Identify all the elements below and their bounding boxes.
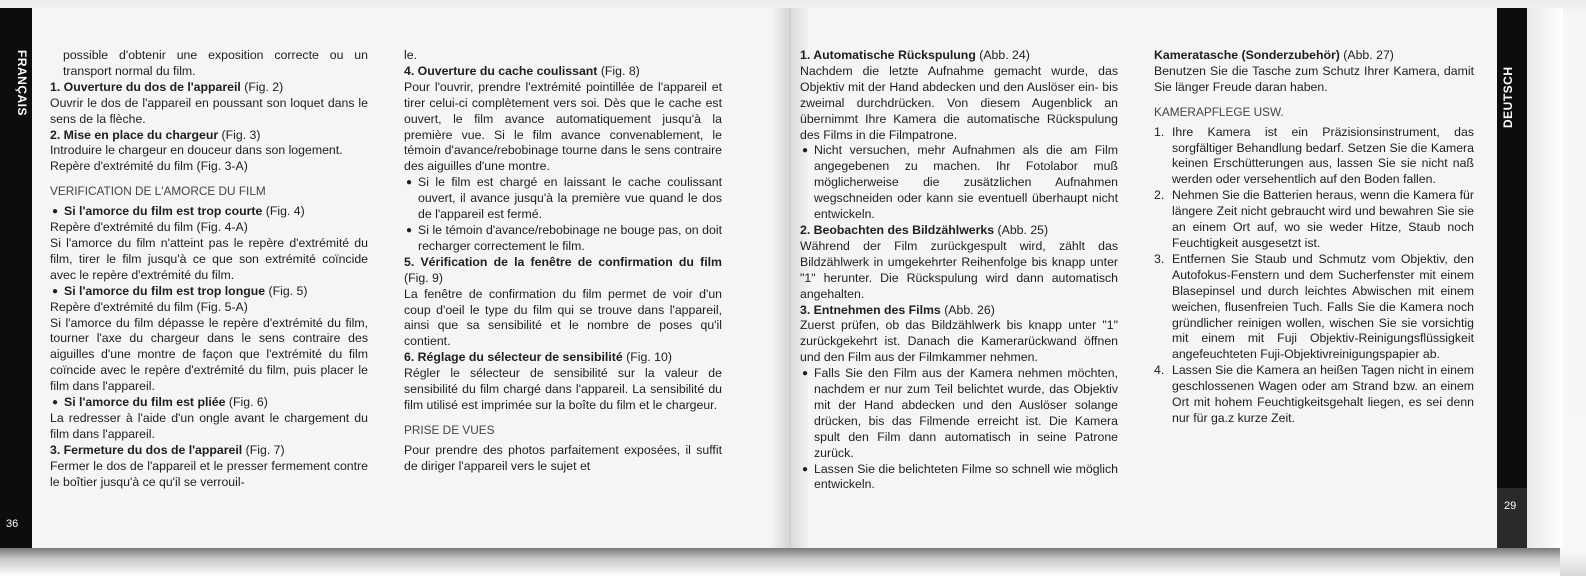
step-title: 4. Ouverture du cache coulissant xyxy=(404,63,598,78)
list-number: 2. xyxy=(1154,188,1165,203)
paragraph: Fermer le dos de l'appareil et le presser fermement contre le boîtier jusqu'à ce qu'il se verrouil- xyxy=(50,458,368,489)
step-title: 1. Automatische Rückspulung xyxy=(800,48,976,62)
list-item xyxy=(1154,252,1474,363)
bullet-heading xyxy=(50,284,368,300)
column-french-2 xyxy=(404,48,722,475)
step-title: 2. Beobachten des Bildzählwerks xyxy=(800,222,995,237)
list-number: 4. xyxy=(1154,363,1165,378)
paragraph: Benutzen Sie die Tasche zum Schutz Ihrer Kamera, damit Sie länger Freude daran haben. xyxy=(1154,63,1474,94)
step-heading xyxy=(800,48,1118,64)
list-item xyxy=(1154,363,1474,427)
step-title: 2. Mise en place du chargeur xyxy=(50,127,219,142)
column-german-2 xyxy=(1154,48,1474,427)
step-heading xyxy=(404,350,722,366)
paragraph: Repère d'extrémité du film (Fig. 4-A) xyxy=(50,220,248,235)
bullet-item: ● Nicht versuchen, mehr Aufnahmen als die am Film angegebenen zu machen. Ihr Fotolabor muß möglicherweise die zusätzlichen Aufnahmen wegschneiden oder kann sie eventuell überhaupt nicht entwickeln. xyxy=(800,143,1118,223)
step-title: 6. Réglage du sélecteur de sensibilité xyxy=(404,350,623,365)
step-heading xyxy=(50,80,368,96)
step-heading xyxy=(404,255,722,287)
figure-ref: (Fig. 2) xyxy=(244,79,284,94)
figure-ref: (Fig. 7) xyxy=(245,442,285,457)
section-heading: PRISE DE VUES xyxy=(404,422,495,437)
list-text: Lassen Sie die Kamera an heißen Tagen nicht in einem geschlossenen Wagen oder am Strand bzw. an einem Ort mit hohem Feuchtigkeitsgehalt liegen, es sei denn nur für ga.z kurze Zeit. xyxy=(1172,363,1474,425)
bullet-item: ● Lassen Sie die belichteten Filme so schnell wie möglich entwickeln. xyxy=(800,462,1118,494)
figure-ref: (Fig. 8) xyxy=(600,63,640,78)
step-heading xyxy=(50,128,368,144)
figure-ref: (Fig. 5) xyxy=(268,283,308,298)
paragraph: Nachdem die letzte Aufnahme gemacht wurde, das Objektiv mit der Hand abdecken und den Auslöser ein- bis zweimal durchdrücken. Von diesem Augenblick an übernimmt Ihre Kamera die automatische Rückspulung des Films in die Filmpatrone. xyxy=(800,63,1118,142)
step-title: 3. Fermeture du dos de l'appareil xyxy=(50,442,243,457)
list-text: Nehmen Sie die Batterien heraus, wenn die Kamera für längere Zeit nicht gebraucht wird und bewahren Sie sie an einem Ort auf, wo sie weder Hitze, Staub noch Feuchtigkeit ausgesetzt ist. xyxy=(1172,188,1474,250)
figure-ref: (Abb. 24) xyxy=(979,48,1030,62)
paragraph: Repère d'extrémité du film (Fig. 3-A) xyxy=(50,159,248,174)
list-number: 3. xyxy=(1154,251,1165,266)
paragraph: Repère d'extrémité du film (Fig. 5-A) xyxy=(50,299,248,314)
paragraph: le. xyxy=(404,48,417,62)
figure-ref: (Abb. 26) xyxy=(944,302,995,317)
paragraph: possible d'obtenir une exposition correcte ou un transport normal du film. xyxy=(63,48,368,78)
paragraph: Si l'amorce du film dépasse le repère d'extrémité du film, tourner l'axe du chargeur dans le sens contraire des aiguilles d'une montre de façon que l'extrémité du film coïncide avec le repère d'extrémité du film, puis placer le film dans l'appareil. xyxy=(50,315,368,394)
figure-ref: (Abb. 25) xyxy=(997,222,1049,237)
bullet-title: Si l'amorce du film est pliée xyxy=(64,395,226,410)
figure-ref: (Fig. 10) xyxy=(626,350,672,365)
figure-ref: (Fig. 9) xyxy=(404,270,443,285)
tab-right-lower-band xyxy=(1497,488,1527,548)
section-heading: VERIFICATION DE L'AMORCE DU FILM xyxy=(50,184,266,199)
step-heading xyxy=(800,303,1118,319)
step-title: 5. Vérification de la fenêtre de confirmation du film xyxy=(404,254,722,269)
paragraph: La redresser à l'aide d'un ongle avant le chargement du film dans l'appareil. xyxy=(50,410,368,441)
paragraph: Zuerst prüfen, ob das Bildzählwerk bis knapp unter "1" zurückgekehrt ist. Danach die Kamerarückwand öffnen und den Film aus der Filmkammer nehmen. xyxy=(800,318,1118,365)
bullet-item: ● Falls Sie den Film aus der Kamera nehmen möchten, nachdem er nur zum Teil belichtet wurde, das Objektiv mit der Hand abdecken und den Auslöser solange drücken, bis das Filmende erreicht ist. Die Kamera spult den Film dann automatisch in seine Patrone zurück. xyxy=(800,366,1118,461)
bullet-heading xyxy=(50,204,368,220)
figure-ref: (Fig. 3) xyxy=(221,127,261,142)
page-bottom-shadow xyxy=(0,548,1560,576)
paragraph: Während der Film zurückgespult wird, zählt das Bildzählwerk in umgekehrter Reihenfolge bis knapp unter "1" herunter. Die Rückspulung wird dann automatisch angehalten. xyxy=(800,238,1118,301)
paragraph: Pour l'ouvrir, prendre l'extrémité pointillée de l'appareil et tirer celui-ci complètement vers soi. Dès que le cache est ouvert, le film avance automatiquement jusqu'à la première vue. Si le film avance convenablement, le témoin d'avance/rebobinage tourne dans le sens contraire des aiguilles d'une montre. xyxy=(404,79,722,174)
list-item xyxy=(1154,188,1474,252)
language-label-deutsch: DEUTSCH xyxy=(1501,66,1515,128)
step-title: 3. Entnehmen des Films xyxy=(800,302,941,317)
step-heading xyxy=(404,64,722,80)
section-heading: KAMERAPFLEGE USW. xyxy=(1154,104,1284,119)
figure-ref: (Fig. 6) xyxy=(228,395,268,410)
step-heading xyxy=(50,443,368,459)
bullet-item: ● Si le film est chargé en laissant le cache coulissant ouvert, il avance jusqu'à la première vue quand le dos de l'appareil est fermé. xyxy=(404,175,722,223)
figure-ref: (Abb. 27) xyxy=(1343,48,1394,62)
bullet-title: Si l'amorce du film est trop longue xyxy=(64,283,266,298)
step-heading xyxy=(800,223,1118,239)
bullet-heading xyxy=(50,395,368,411)
list-item xyxy=(1154,125,1474,189)
paragraph: Introduire le chargeur en douceur dans son logement. xyxy=(50,143,343,158)
page-number-left: 36 xyxy=(6,518,19,530)
paragraph: La fenêtre de confirmation du film permet de voir d'un coup d'oeil le type du film qui se trouve dans l'appareil, ainsi que sa sensibilité et le nombre de poses qu'il contient. xyxy=(404,286,722,349)
paragraph: Pour prendre des photos parfaitement exposées, il suffit de diriger l'appareil vers le sujet et xyxy=(404,442,722,473)
step-title: 1. Ouverture du dos de l'appareil xyxy=(50,79,241,94)
column-german-1 xyxy=(800,48,1118,493)
list-text: Ihre Kamera ist ein Präzisionsinstrument, das sorgfältiger Behandlung bedarf. Setzen Sie die Kamera keinen Erschütterungen aus, lassen Sie sie nicht naß werden oder versehentlich auf den Boden fallen. xyxy=(1172,124,1474,187)
list-text: Entfernen Sie Staub und Schmutz vom Objektiv, den Autofokus-Fenstern und dem Sucherfenster mit einem Blasepinsel und durch leichtes Abwischen mit einem weichen, flusenfreien Tuch. Falls Sie die Kamera noch gründlicher reinigen wollen, wischen Sie sie vorsichtig mit einem mit Fuji Objektiv-Reinigungsflüssigkeit angefeuchteten Fuji-Objektivreinigungspapier ab. xyxy=(1172,251,1474,362)
paragraph: Si l'amorce du film n'atteint pas le repère d'extrémité du film, tirer le film jusqu'à ce que son extrémité coïncide avec le repère d'extrémité du film. xyxy=(50,235,368,282)
page-edge-right xyxy=(1527,8,1563,548)
page-number-right: 29 xyxy=(1504,500,1517,512)
paragraph: Ouvrir le dos de l'appareil en poussant son loquet dans le sens de la flèche. xyxy=(50,95,368,126)
figure-ref: (Fig. 4) xyxy=(265,204,305,219)
bullet-title: Si l'amorce du film est trop courte xyxy=(64,204,263,219)
paragraph: Régler le sélecteur de sensibilité sur la valeur de sensibilité du film chargé dans l'appareil. La sensibilité du film utilisé est imprimée sur la boîte du film et le chargeur. xyxy=(404,366,722,412)
column-french-1 xyxy=(50,48,368,490)
step-heading xyxy=(1154,48,1474,64)
step-title: Kameratasche (Sonderzubehör) xyxy=(1154,48,1340,62)
list-number: 1. xyxy=(1154,124,1165,139)
language-label-francais: FRANÇAIS xyxy=(15,50,29,116)
bullet-item: ● Si le témoin d'avance/rebobinage ne bouge pas, on doit recharger correctement le film. xyxy=(404,223,722,255)
